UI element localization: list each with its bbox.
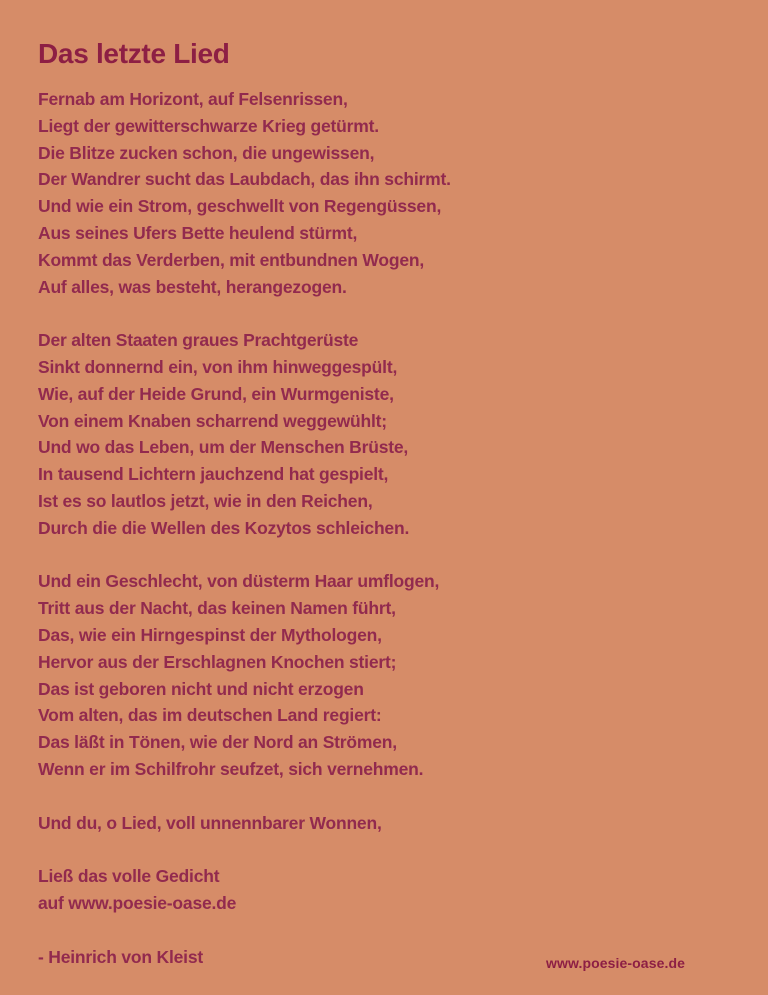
poem-line: Das ist geboren nicht und nicht erzogen bbox=[38, 678, 364, 699]
poem-line: auf www.poesie-oase.de bbox=[38, 892, 237, 913]
poem-line: Hervor aus der Erschlagnen Knochen stiert; bbox=[38, 651, 397, 672]
poem-line: Auf alles, was besteht, herangezogen. bbox=[38, 276, 347, 297]
poem-author: - Heinrich von Kleist bbox=[38, 946, 203, 967]
poem-line: In tausend Lichtern jauchzend hat gespielt, bbox=[38, 464, 389, 485]
poem-stanza bbox=[38, 86, 738, 300]
poem-line: Ist es so lautlos jetzt, wie in den Reichen, bbox=[38, 490, 373, 511]
poem-line: Fernab am Horizont, auf Felsenrissen, bbox=[38, 89, 348, 109]
poem-line: Aus seines Ufers Bette heulend stürmt, bbox=[38, 222, 358, 243]
poem-line: Wenn er im Schilfrohr seufzet, sich vernehmen. bbox=[38, 758, 424, 779]
poem-line: Und du, o Lied, voll unnennbarer Wonnen, bbox=[38, 812, 382, 833]
poem-stanza bbox=[38, 568, 738, 782]
poem-line: Die Blitze zucken schon, die ungewissen, bbox=[38, 142, 375, 163]
poem-line: Kommt das Verderben, mit entbundnen Wogen, bbox=[38, 249, 425, 270]
poem-line: Und wie ein Strom, geschwellt von Regengüssen, bbox=[38, 196, 442, 217]
poem-body bbox=[38, 86, 738, 917]
poem-stanza bbox=[38, 327, 738, 541]
poem-line: Liegt der gewitterschwarze Krieg getürmt. bbox=[38, 115, 379, 136]
poem-line: Der Wandrer sucht das Laubdach, das ihn schirmt. bbox=[38, 169, 451, 190]
poem-stanza bbox=[38, 810, 738, 837]
poem-line: Und wo das Leben, um der Menschen Brüste, bbox=[38, 437, 409, 458]
poem-line: Von einem Knaben scharrend weggewühlt; bbox=[38, 410, 387, 431]
poem-line: Vom alten, das im deutschen Land regiert: bbox=[38, 705, 382, 726]
poem-stanza bbox=[38, 863, 738, 917]
poem-line: Der alten Staaten graues Prachtgerüste bbox=[38, 330, 359, 351]
poem-line: Durch die die Wellen des Kozytos schleichen. bbox=[38, 517, 410, 538]
poem-line: Das, wie ein Hirngespinst der Mythologen, bbox=[38, 624, 382, 645]
poem-line: Und ein Geschlecht, von düsterm Haar umflogen, bbox=[38, 571, 440, 592]
poem-line: Sinkt donnernd ein, von ihm hinweggespült, bbox=[38, 356, 398, 377]
poem-line: Wie, auf der Heide Grund, ein Wurmgeniste, bbox=[38, 383, 394, 404]
watermark-url: www.poesie-oase.de bbox=[546, 955, 685, 971]
poem-line: Tritt aus der Nacht, das keinen Namen führt, bbox=[38, 598, 396, 619]
poem-title: Das letzte Lied bbox=[38, 38, 230, 69]
poem-line: Das läßt in Tönen, wie der Nord an Strömen, bbox=[38, 732, 397, 753]
poem-line: Ließ das volle Gedicht bbox=[38, 866, 220, 887]
